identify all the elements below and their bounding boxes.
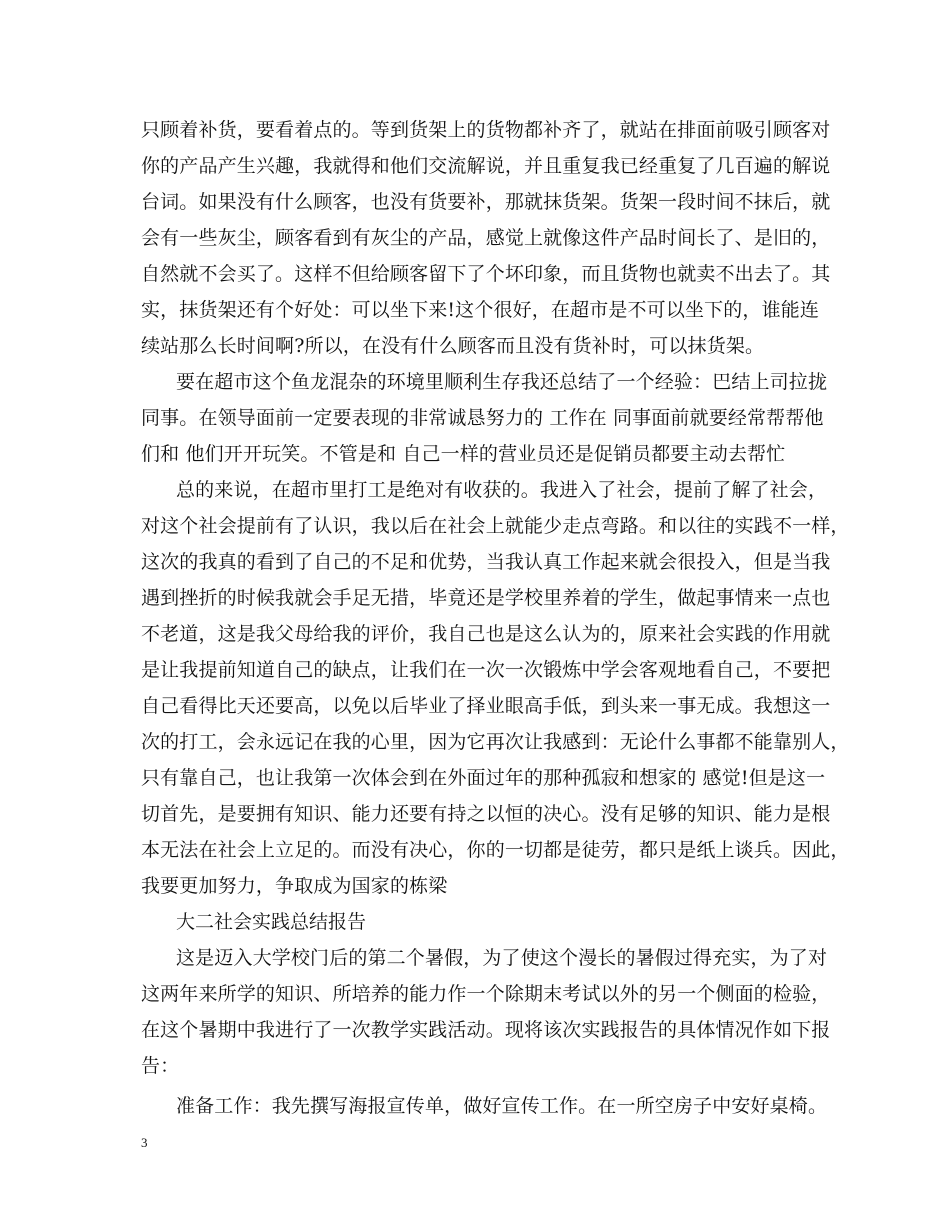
text-line: 续站那么长时间啊?所以，在没有什么顾客而且没有货补时，可以抹货架。 [141, 335, 765, 357]
text-line: 不老道，这是我父母给我的评价，我自己也是这么认为的，原来社会实践的作用就 [141, 623, 831, 645]
text-line: 本无法在社会上立足的。而没有决心，你的一切都是徒劳，都只是纸上谈兵。因此， [141, 839, 850, 861]
paragraph-start-line: 总的来说，在超市里打工是绝对有收获的。我进入了社会，提前了解了社会， [176, 479, 828, 501]
text-line: 告： [141, 1055, 180, 1077]
text-line: 这次的我真的看到了自己的不足和优势，当我认真工作起来就会很投入，但是当我 [141, 551, 831, 573]
page-number: 3 [141, 1135, 148, 1150]
text-line: 同事。在领导面前一定要表现的非常诚恳努力的 工作在 同事面前就要经常帮帮他 [141, 407, 824, 429]
text-line: 切首先，是要拥有知识、能力还要有持之以恒的决心。没有足够的知识、能力是根 [141, 803, 831, 825]
paragraph-start-line: 这是迈入大学校门后的第二个暑假，为了使这个漫长的暑假过得充实，为了对 [176, 947, 828, 969]
text-line: 我要更加努力，争取成为国家的栋梁 [141, 875, 448, 897]
text-line: 台词。如果没有什么顾客，也没有货要补，那就抹货架。货架一段时间不抹后，就 [141, 191, 831, 213]
text-line: 会有一些灰尘，顾客看到有灰尘的产品，感觉上就像这件产品时间长了、是旧的， [141, 227, 831, 249]
text-line: 是让我提前知道自己的缺点，让我们在一次一次锻炼中学会客观地看自己，不要把 [141, 659, 831, 681]
text-line: 遇到挫折的时候我就会手足无措，毕竟还是学校里养着的学生，做起事情来一点也 [141, 587, 831, 609]
text-line: 只顾着补货，要看着点的。等到货架上的货物都补齐了，就站在排面前吸引顾客对 [141, 119, 831, 141]
text-line: 对这个社会提前有了认识，我以后在社会上就能少走点弯路。和以往的实践不一样， [141, 515, 850, 537]
text-line: 次的打工，会永远记在我的心里，因为它再次让我感到：无论什么事都不能靠别人， [141, 731, 850, 753]
text-line: 你的产品产生兴趣，我就得和他们交流解说，并且重复我已经重复了几百遍的解说 [141, 155, 831, 177]
text-line: 只有靠自己，也让我第一次体会到在外面过年的那种孤寂和想家的 感觉!但是这一 [141, 767, 826, 789]
paragraph-start-line: 要在超市这个鱼龙混杂的环境里顺利生存我还总结了一个经验：巴结上司拉拢 [176, 371, 828, 393]
text-line: 们和 他们开开玩笑。不管是和 自己一样的营业员还是促销员都要主动去帮忙 [141, 443, 786, 465]
paragraph-start-line: 准备工作：我先撰写海报宣传单，做好宣传工作。在一所空房子中安好桌椅。 [176, 1095, 828, 1117]
text-line: 实，抹货架还有个好处：可以坐下来!这个很好，在超市是不可以坐下的，谁能连 [141, 299, 820, 321]
text-line: 这两年来所学的知识、所培养的能力作一个除期末考试以外的另一个侧面的检验， [141, 983, 831, 1005]
text-line: 自己看得比天还要高，以免以后毕业了择业眼高手低，到头来一事无成。我想这一 [141, 695, 831, 717]
text-line: 在这个暑期中我进行了一次教学实践活动。现将该次实践报告的具体情况作如下报 [141, 1019, 831, 1041]
text-line: 自然就不会买了。这样不但给顾客留下了个坏印象，而且货物也就卖不出去了。其 [141, 263, 831, 285]
section-heading: 大二社会实践总结报告 [176, 911, 367, 933]
